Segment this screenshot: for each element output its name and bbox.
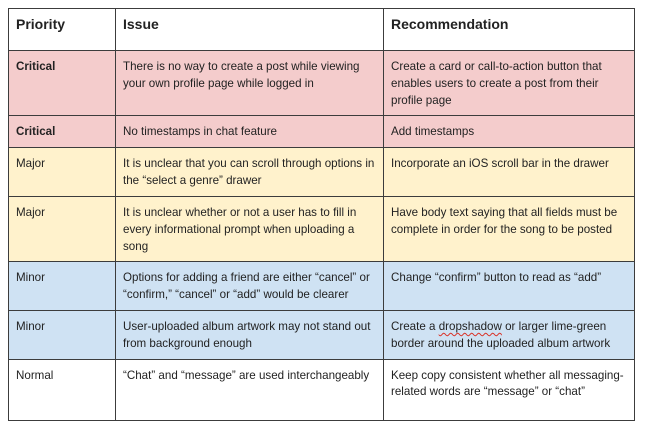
recommendation-cell: Keep copy consistent whether all messaging-related words are “message” or “chat” [384,359,635,420]
table-row [9,116,635,148]
table-row [9,262,635,311]
issue-cell: “Chat” and “message” are used interchangeably [116,359,384,420]
priority-cell: Critical [9,51,116,116]
header-priority: Priority [9,9,116,51]
table-row [9,196,635,261]
recommendation-cell: Create a card or call-to-action button that enables users to create a post from their profile page [384,51,635,116]
issue-cell: There is no way to create a post while viewing your own profile page while logged in [116,51,384,116]
recommendation-cell: Incorporate an iOS scroll bar in the drawer [384,148,635,197]
priority-cell: Minor [9,310,116,359]
recommendation-text-end: or larger lime-green border around the uploaded album artwork [391,319,611,350]
table-row [9,359,635,420]
header-issue: Issue [116,9,384,51]
table-row [9,148,635,197]
priority-cell: Major [9,196,116,261]
issue-cell: It is unclear whether or not a user has to fill in every informational prompt when uploading a song [116,196,384,261]
spellcheck-flagged-word: dropshadow [438,319,502,333]
issue-cell: No timestamps in chat feature [116,116,384,148]
recommendation-cell: Change “confirm” button to read as “add” [384,262,635,311]
recommendation-cell: Add timestamps [384,116,635,148]
recommendation-text-start: Create a [391,319,439,333]
recommendation-cell: Have body text saying that all fields must be complete in order for the song to be posted [384,196,635,261]
priority-cell: Major [9,148,116,197]
priority-cell: Minor [9,262,116,311]
header-row [9,9,635,51]
table-row [9,310,635,359]
priority-cell: Normal [9,359,116,420]
issue-cell: User-uploaded album artwork may not stand out from background enough [116,310,384,359]
issue-cell: Options for adding a friend are either “cancel” or “confirm,” “cancel” or “add” would be clearer [116,262,384,311]
priority-cell: Critical [9,116,116,148]
table-row [9,51,635,116]
priority-issue-table [8,8,635,421]
issue-cell: It is unclear that you can scroll through options in the “select a genre” drawer [116,148,384,197]
header-recommendation: Recommendation [384,9,635,51]
recommendation-cell [384,310,635,359]
